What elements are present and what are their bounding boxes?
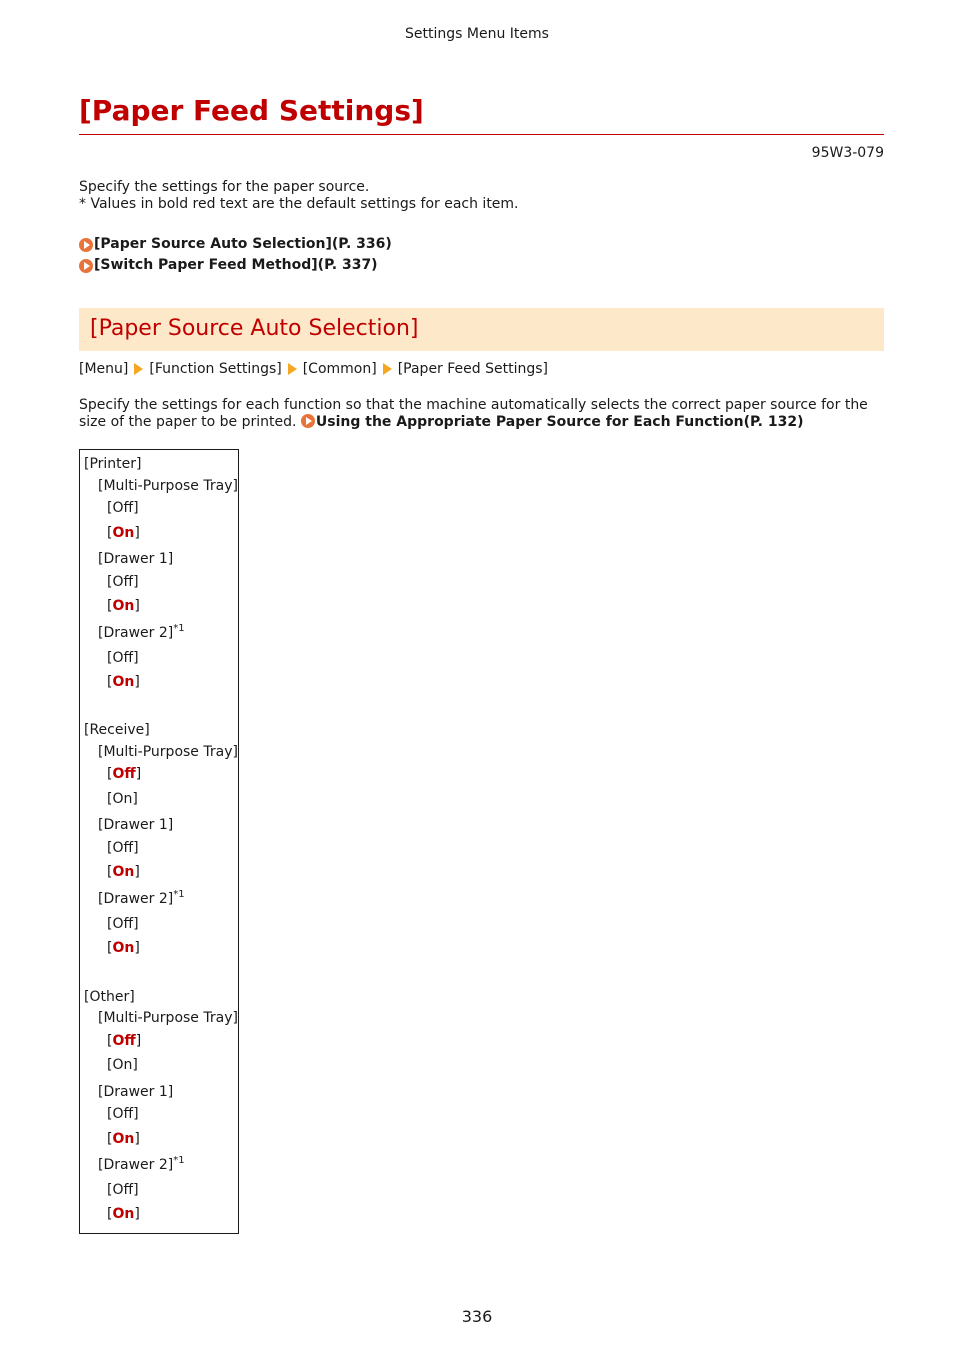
- running-header: Settings Menu Items: [405, 26, 549, 42]
- menu-option: [Off]: [107, 840, 139, 856]
- intro-text: [79, 179, 519, 213]
- description-text: Specify the settings for each function so that the machine automatically selects the correct paper source for the size of the paper to be printed.: [79, 397, 868, 430]
- menu-option: [Off]: [107, 500, 139, 516]
- menu-item: [Drawer 1]: [98, 1084, 174, 1100]
- menu-option: [Off]: [107, 916, 139, 932]
- breadcrumb-item: [Function Settings]: [149, 361, 282, 377]
- menu-option-default: [Off]: [107, 766, 142, 782]
- title-divider: [79, 134, 884, 135]
- settings-menu-box: [79, 449, 239, 1234]
- xref-label: Using the Appropriate Paper Source for Each Function(P. 132): [315, 414, 804, 430]
- page-title: [Paper Feed Settings]: [79, 94, 424, 127]
- menu-item: [Drawer 1]: [98, 817, 174, 833]
- menu-option-default: [On]: [107, 598, 140, 614]
- menu-option-default: [On]: [107, 674, 140, 690]
- menu-option: [Off]: [107, 650, 139, 666]
- menu-option: [Off]: [107, 1182, 139, 1198]
- menu-option-default: [On]: [107, 1131, 140, 1147]
- menu-item: [Drawer 1]: [98, 551, 174, 567]
- default-note: * Values in bold red text are the default settings for each item.: [79, 196, 519, 212]
- menu-option-default: [On]: [107, 525, 140, 541]
- menu-item: [Multi-Purpose Tray]: [98, 1010, 238, 1026]
- menu-group-label: [Other]: [84, 989, 135, 1005]
- menu-option-default: [Off]: [107, 1033, 142, 1049]
- triangle-right-icon: [288, 363, 297, 375]
- menu-item: [Drawer 2]$^{*1}$: [98, 1155, 185, 1173]
- menu-item: [Drawer 2]$^{*1}$: [98, 889, 185, 907]
- menu-group-label: [Receive]: [84, 722, 150, 738]
- link-switch-paper-feed-method[interactable]: [79, 255, 392, 276]
- triangle-right-icon: [134, 363, 143, 375]
- menu-option-default: [On]: [107, 1206, 140, 1222]
- intro-line: Specify the settings for the paper source.: [79, 179, 370, 195]
- menu-group-label: [Printer]: [84, 456, 142, 472]
- breadcrumb-item: [Paper Feed Settings]: [397, 361, 548, 377]
- menu-item: [Multi-Purpose Tray]: [98, 478, 238, 494]
- section-heading-band: [79, 308, 884, 351]
- link-label: [Switch Paper Feed Method](P. 337): [94, 257, 378, 273]
- section-links: [79, 234, 392, 276]
- section-title: [Paper Source Auto Selection]: [90, 316, 419, 341]
- menu-item: [Multi-Purpose Tray]: [98, 744, 238, 760]
- breadcrumb-item: [Menu]: [79, 361, 129, 377]
- menu-option-default: [On]: [107, 940, 140, 956]
- triangle-right-icon: [383, 363, 392, 375]
- breadcrumb-item: [Common]: [302, 361, 377, 377]
- menu-option: [Off]: [107, 1106, 139, 1122]
- document-id: 95W3-079: [811, 145, 884, 161]
- section-description: [79, 397, 884, 431]
- arrow-circle-icon: [79, 238, 93, 252]
- page-number: 336: [461, 1307, 493, 1326]
- menu-option: [Off]: [107, 574, 139, 590]
- arrow-circle-icon: [79, 259, 93, 273]
- link-paper-source-auto-selection[interactable]: [79, 234, 392, 255]
- arrow-circle-icon: [301, 414, 315, 428]
- menu-item: [Drawer 2]$^{*1}$: [98, 623, 185, 641]
- xref-link[interactable]: [301, 414, 804, 430]
- menu-option: [On]: [107, 1057, 138, 1073]
- link-label: [Paper Source Auto Selection](P. 336): [94, 236, 392, 252]
- breadcrumb: [79, 361, 548, 377]
- menu-option: [On]: [107, 791, 138, 807]
- menu-option-default: [On]: [107, 864, 140, 880]
